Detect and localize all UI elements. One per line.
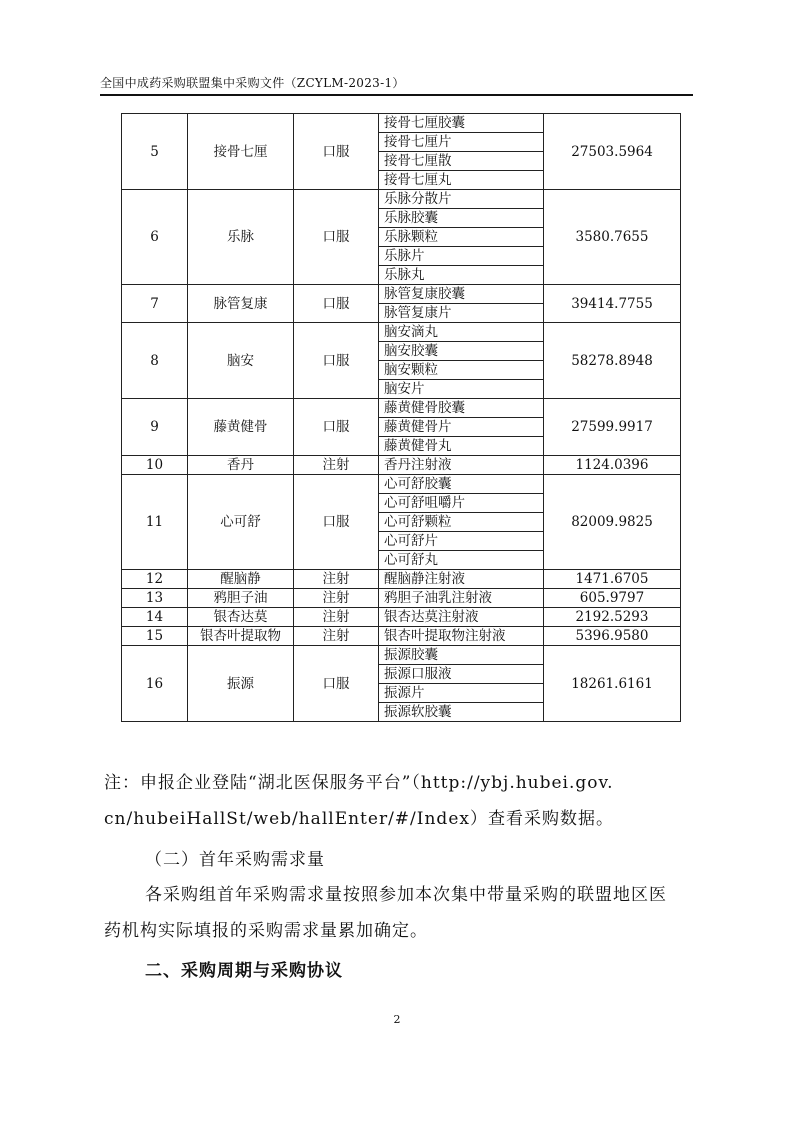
drug-table-body <box>122 114 681 722</box>
product-cell: 脑安滴丸 <box>379 323 544 342</box>
amount-cell: 82009.9825 <box>544 475 681 570</box>
drug-name-cell: 脑安 <box>188 323 294 399</box>
product-cell: 脑安片 <box>379 380 544 399</box>
product-cell: 心可舒咀嚼片 <box>379 494 544 513</box>
product-cell: 心可舒胶囊 <box>379 475 544 494</box>
group-number-cell: 7 <box>122 285 188 323</box>
table-row <box>122 285 681 304</box>
product-cell: 脉管复康片 <box>379 304 544 323</box>
drug-name-cell: 鸦胆子油 <box>188 589 294 608</box>
group-number-cell: 15 <box>122 627 188 646</box>
group-number-cell: 6 <box>122 190 188 285</box>
page-number: 2 <box>393 1013 401 1026</box>
group-number-cell: 16 <box>122 646 188 722</box>
amount-cell: 39414.7755 <box>544 285 681 323</box>
table-row <box>122 323 681 342</box>
product-cell: 乐脉丸 <box>379 266 544 285</box>
group-number-cell: 8 <box>122 323 188 399</box>
product-cell: 鸦胆子油乳注射液 <box>379 589 544 608</box>
product-cell: 脑安颗粒 <box>379 361 544 380</box>
route-cell: 口服 <box>294 323 379 399</box>
product-cell: 香丹注射液 <box>379 456 544 475</box>
product-cell: 脉管复康胶囊 <box>379 285 544 304</box>
product-cell: 接骨七厘丸 <box>379 171 544 190</box>
product-cell: 振源胶囊 <box>379 646 544 665</box>
route-cell: 注射 <box>294 589 379 608</box>
route-cell: 口服 <box>294 646 379 722</box>
amount-cell: 2192.5293 <box>544 608 681 627</box>
amount-cell: 27599.9917 <box>544 399 681 456</box>
route-cell: 注射 <box>294 608 379 627</box>
drug-name-cell: 接骨七厘 <box>188 114 294 190</box>
paragraph-line-2: 药机构实际填报的采购需求量累加确定。 <box>104 921 428 941</box>
amount-cell: 18261.6161 <box>544 646 681 722</box>
group-number-cell: 9 <box>122 399 188 456</box>
header-rule <box>100 94 693 96</box>
amount-cell: 3580.7655 <box>544 190 681 285</box>
table-row <box>122 456 681 475</box>
table-row <box>122 475 681 494</box>
amount-cell: 1124.0396 <box>544 456 681 475</box>
drug-name-cell: 银杏叶提取物 <box>188 627 294 646</box>
drug-name-cell: 振源 <box>188 646 294 722</box>
route-cell: 口服 <box>294 399 379 456</box>
table-row <box>122 114 681 133</box>
section-heading: 二、采购周期与采购协议 <box>145 961 343 981</box>
product-cell: 心可舒颗粒 <box>379 513 544 532</box>
amount-cell: 605.9797 <box>544 589 681 608</box>
table-row <box>122 627 681 646</box>
amount-cell: 1471.6705 <box>544 570 681 589</box>
amount-cell: 27503.5964 <box>544 114 681 190</box>
product-cell: 银杏叶提取物注射液 <box>379 627 544 646</box>
product-cell: 接骨七厘胶囊 <box>379 114 544 133</box>
route-cell: 口服 <box>294 190 379 285</box>
product-cell: 脑安胶囊 <box>379 342 544 361</box>
product-cell: 银杏达莫注射液 <box>379 608 544 627</box>
drug-name-cell: 脉管复康 <box>188 285 294 323</box>
note-line-2: cn/hubeiHallSt/web/hallEnter/#/Index）查看采购数据。 <box>104 809 614 829</box>
route-cell: 注射 <box>294 456 379 475</box>
table-row <box>122 399 681 418</box>
amount-cell: 5396.9580 <box>544 627 681 646</box>
drug-name-cell: 银杏达莫 <box>188 608 294 627</box>
amount-cell: 58278.8948 <box>544 323 681 399</box>
drug-name-cell: 乐脉 <box>188 190 294 285</box>
drug-name-cell: 醒脑静 <box>188 570 294 589</box>
paragraph-line-1: 各采购组首年采购需求量按照参加本次集中带量采购的联盟地区医 <box>145 885 667 905</box>
product-cell: 心可舒片 <box>379 532 544 551</box>
group-number-cell: 11 <box>122 475 188 570</box>
product-cell: 振源片 <box>379 684 544 703</box>
drug-name-cell: 藤黄健骨 <box>188 399 294 456</box>
route-cell: 口服 <box>294 285 379 323</box>
table-row <box>122 646 681 665</box>
product-cell: 藤黄健骨片 <box>379 418 544 437</box>
subheading: （二）首年采购需求量 <box>145 850 325 870</box>
route-cell: 口服 <box>294 114 379 190</box>
product-cell: 乐脉分散片 <box>379 190 544 209</box>
table-row <box>122 190 681 209</box>
drug-name-cell: 心可舒 <box>188 475 294 570</box>
table-row <box>122 589 681 608</box>
product-cell: 振源软胶囊 <box>379 703 544 722</box>
product-cell: 醒脑静注射液 <box>379 570 544 589</box>
group-number-cell: 12 <box>122 570 188 589</box>
group-number-cell: 13 <box>122 589 188 608</box>
document-header: 全国中成药采购联盟集中采购文件（ZCYLM-2023-1） <box>100 76 405 90</box>
product-cell: 接骨七厘片 <box>379 133 544 152</box>
route-cell: 注射 <box>294 570 379 589</box>
product-cell: 藤黄健骨丸 <box>379 437 544 456</box>
group-number-cell: 14 <box>122 608 188 627</box>
route-cell: 注射 <box>294 627 379 646</box>
drug-table <box>121 113 681 722</box>
product-cell: 乐脉胶囊 <box>379 209 544 228</box>
product-cell: 振源口服液 <box>379 665 544 684</box>
note-line-1: 注：申报企业登陆“湖北医保服务平台”（http://ybj.hubei.gov. <box>104 773 614 793</box>
route-cell: 口服 <box>294 475 379 570</box>
product-cell: 接骨七厘散 <box>379 152 544 171</box>
group-number-cell: 5 <box>122 114 188 190</box>
table-row <box>122 570 681 589</box>
product-cell: 乐脉片 <box>379 247 544 266</box>
product-cell: 藤黄健骨胶囊 <box>379 399 544 418</box>
drug-name-cell: 香丹 <box>188 456 294 475</box>
group-number-cell: 10 <box>122 456 188 475</box>
table-row <box>122 608 681 627</box>
product-cell: 心可舒丸 <box>379 551 544 570</box>
product-cell: 乐脉颗粒 <box>379 228 544 247</box>
